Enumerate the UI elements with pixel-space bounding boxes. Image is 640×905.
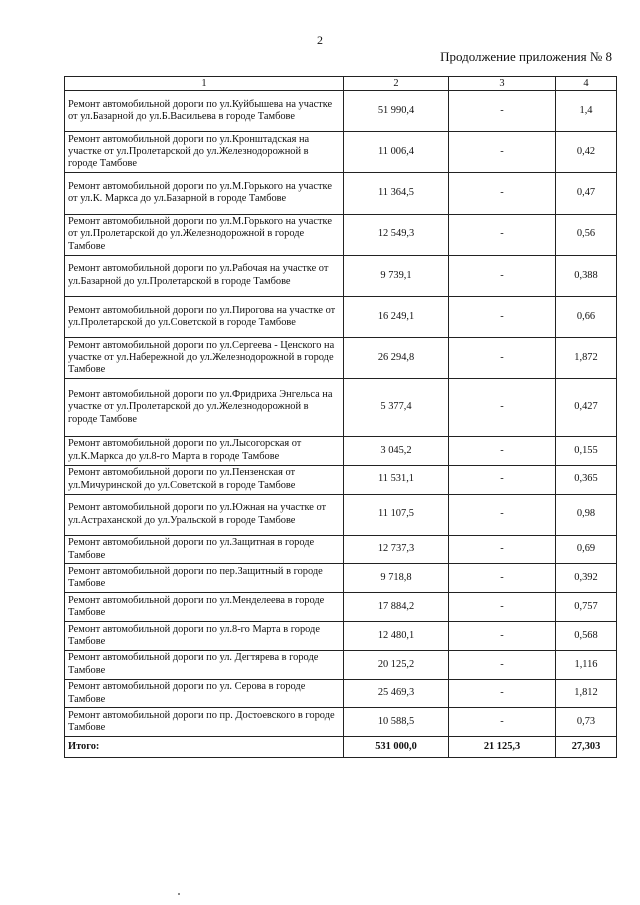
row-length: 0,388: [556, 255, 617, 296]
header-cell-4: 4: [556, 77, 617, 91]
row-amount-extra: -: [449, 535, 556, 564]
row-amount-extra: -: [449, 622, 556, 651]
table-row: [65, 535, 617, 564]
row-length: 0,757: [556, 593, 617, 622]
row-amount-extra: -: [449, 494, 556, 535]
row-amount-extra: -: [449, 465, 556, 494]
row-amount: 9 718,8: [344, 564, 449, 593]
row-length: 1,872: [556, 338, 617, 379]
row-amount-extra: -: [449, 132, 556, 173]
road-repair-table: [64, 76, 617, 758]
table-row: [65, 436, 617, 465]
table-row: [65, 338, 617, 379]
row-description: Ремонт автомобильной дороги по ул.Лысогорская от ул.К.Маркса до ул.8-го Марта в городе Тамбове: [65, 436, 344, 465]
table-row: [65, 622, 617, 651]
row-description: Ремонт автомобильной дороги по ул.Южная на участке от ул.Астраханской до ул.Уральской в городе Тамбове: [65, 494, 344, 535]
row-amount: 16 249,1: [344, 296, 449, 337]
row-length: 1,4: [556, 91, 617, 132]
row-amount: 11 364,5: [344, 173, 449, 214]
row-amount: 51 990,4: [344, 91, 449, 132]
row-amount-extra: -: [449, 255, 556, 296]
table-row: [65, 173, 617, 214]
row-amount-extra: -: [449, 708, 556, 737]
row-description: Ремонт автомобильной дороги по пр. Достоевского в городе Тамбове: [65, 708, 344, 737]
row-amount-extra: -: [449, 338, 556, 379]
row-length: 0,56: [556, 214, 617, 255]
table-row: [65, 593, 617, 622]
row-length: 0,66: [556, 296, 617, 337]
row-amount: 12 737,3: [344, 535, 449, 564]
row-length: 0,365: [556, 465, 617, 494]
table-header-row: [65, 77, 617, 91]
row-amount: 20 125,2: [344, 650, 449, 679]
table-row: [65, 296, 617, 337]
row-description: Ремонт автомобильной дороги по ул.Кронштадская на участке от ул.Пролетарской до ул.Железнодорожной в городе Тамбове: [65, 132, 344, 173]
table-row: [65, 494, 617, 535]
row-amount: 11 006,4: [344, 132, 449, 173]
row-length: 0,568: [556, 622, 617, 651]
row-amount-extra: -: [449, 679, 556, 708]
total-label: Итого:: [65, 737, 344, 758]
row-description: Ремонт автомобильной дороги по ул.Сергеева - Ценского на участке от ул.Набережной до ул.Железнодорожной в городе Тамбове: [65, 338, 344, 379]
row-amount: 17 884,2: [344, 593, 449, 622]
row-length: 0,73: [556, 708, 617, 737]
row-length: 0,69: [556, 535, 617, 564]
row-description: Ремонт автомобильной дороги по ул.Куйбышева на участке от ул.Базарной до ул.Б.Васильева в городе Тамбове: [65, 91, 344, 132]
row-description: Ремонт автомобильной дороги по ул.8-го Марта в городе Тамбове: [65, 622, 344, 651]
table-row: [65, 379, 617, 437]
row-length: 0,42: [556, 132, 617, 173]
table-row: [65, 708, 617, 737]
row-length: 1,812: [556, 679, 617, 708]
total-amount: 531 000,0: [344, 737, 449, 758]
table-row: [65, 132, 617, 173]
row-amount: 25 469,3: [344, 679, 449, 708]
row-length: 0,427: [556, 379, 617, 437]
header-cell-3: 3: [449, 77, 556, 91]
row-amount: 12 480,1: [344, 622, 449, 651]
table-row: [65, 564, 617, 593]
row-amount-extra: -: [449, 296, 556, 337]
row-length: 0,98: [556, 494, 617, 535]
row-amount: 11 107,5: [344, 494, 449, 535]
row-amount-extra: -: [449, 564, 556, 593]
table-row: [65, 679, 617, 708]
row-description: Ремонт автомобильной дороги по ул.Рабочая на участке от ул.Базарной до ул.Пролетарской в городе Тамбове: [65, 255, 344, 296]
table-row: [65, 91, 617, 132]
row-amount: 9 739,1: [344, 255, 449, 296]
page-number: 2: [317, 33, 323, 47]
table-row: [65, 650, 617, 679]
row-description: Ремонт автомобильной дороги по пер.Защитный в городе Тамбове: [65, 564, 344, 593]
row-amount: 5 377,4: [344, 379, 449, 437]
row-description: Ремонт автомобильной дороги по ул.Защитная в городе Тамбове: [65, 535, 344, 564]
row-amount: 26 294,8: [344, 338, 449, 379]
row-description: Ремонт автомобильной дороги по ул.М.Горького на участке от ул.Пролетарской до ул.Железнодорожной в городе Тамбове: [65, 214, 344, 255]
row-amount: 10 588,5: [344, 708, 449, 737]
row-amount-extra: -: [449, 593, 556, 622]
total-row: [65, 737, 617, 758]
row-amount-extra: -: [449, 91, 556, 132]
row-amount: 12 549,3: [344, 214, 449, 255]
row-description: Ремонт автомобильной дороги по ул.Менделеева в городе Тамбове: [65, 593, 344, 622]
scan-artifact-dot: [178, 893, 180, 895]
row-amount-extra: -: [449, 214, 556, 255]
row-description: Ремонт автомобильной дороги по ул. Дегтярева в городе Тамбове: [65, 650, 344, 679]
row-length: 0,47: [556, 173, 617, 214]
row-amount: 3 045,2: [344, 436, 449, 465]
total-length: 27,303: [556, 737, 617, 758]
row-length: 0,155: [556, 436, 617, 465]
row-description: Ремонт автомобильной дороги по ул.М.Горького на участке от ул.К. Маркса до ул.Базарной в городе Тамбове: [65, 173, 344, 214]
row-amount-extra: -: [449, 650, 556, 679]
row-length: 1,116: [556, 650, 617, 679]
row-description: Ремонт автомобильной дороги по ул.Пирогова на участке от ул.Пролетарской до ул.Советской в городе Тамбове: [65, 296, 344, 337]
appendix-caption: Продолжение приложения № 8: [440, 49, 612, 64]
table-row: [65, 255, 617, 296]
row-amount-extra: -: [449, 436, 556, 465]
header-cell-1: 1: [65, 77, 344, 91]
header-cell-2: 2: [344, 77, 449, 91]
row-amount: 11 531,1: [344, 465, 449, 494]
row-description: Ремонт автомобильной дороги по ул.Пензенская от ул.Мичуринской до ул.Советской в городе Тамбове: [65, 465, 344, 494]
row-length: 0,392: [556, 564, 617, 593]
row-description: Ремонт автомобильной дороги по ул. Серова в городе Тамбове: [65, 679, 344, 708]
row-amount-extra: -: [449, 379, 556, 437]
table-row: [65, 465, 617, 494]
table-row: [65, 214, 617, 255]
row-amount-extra: -: [449, 173, 556, 214]
total-amount-extra: 21 125,3: [449, 737, 556, 758]
row-description: Ремонт автомобильной дороги по ул.Фридриха Энгельса на участке от ул.Пролетарской до ул.Железнодорожной в городе Тамбове: [65, 379, 344, 437]
